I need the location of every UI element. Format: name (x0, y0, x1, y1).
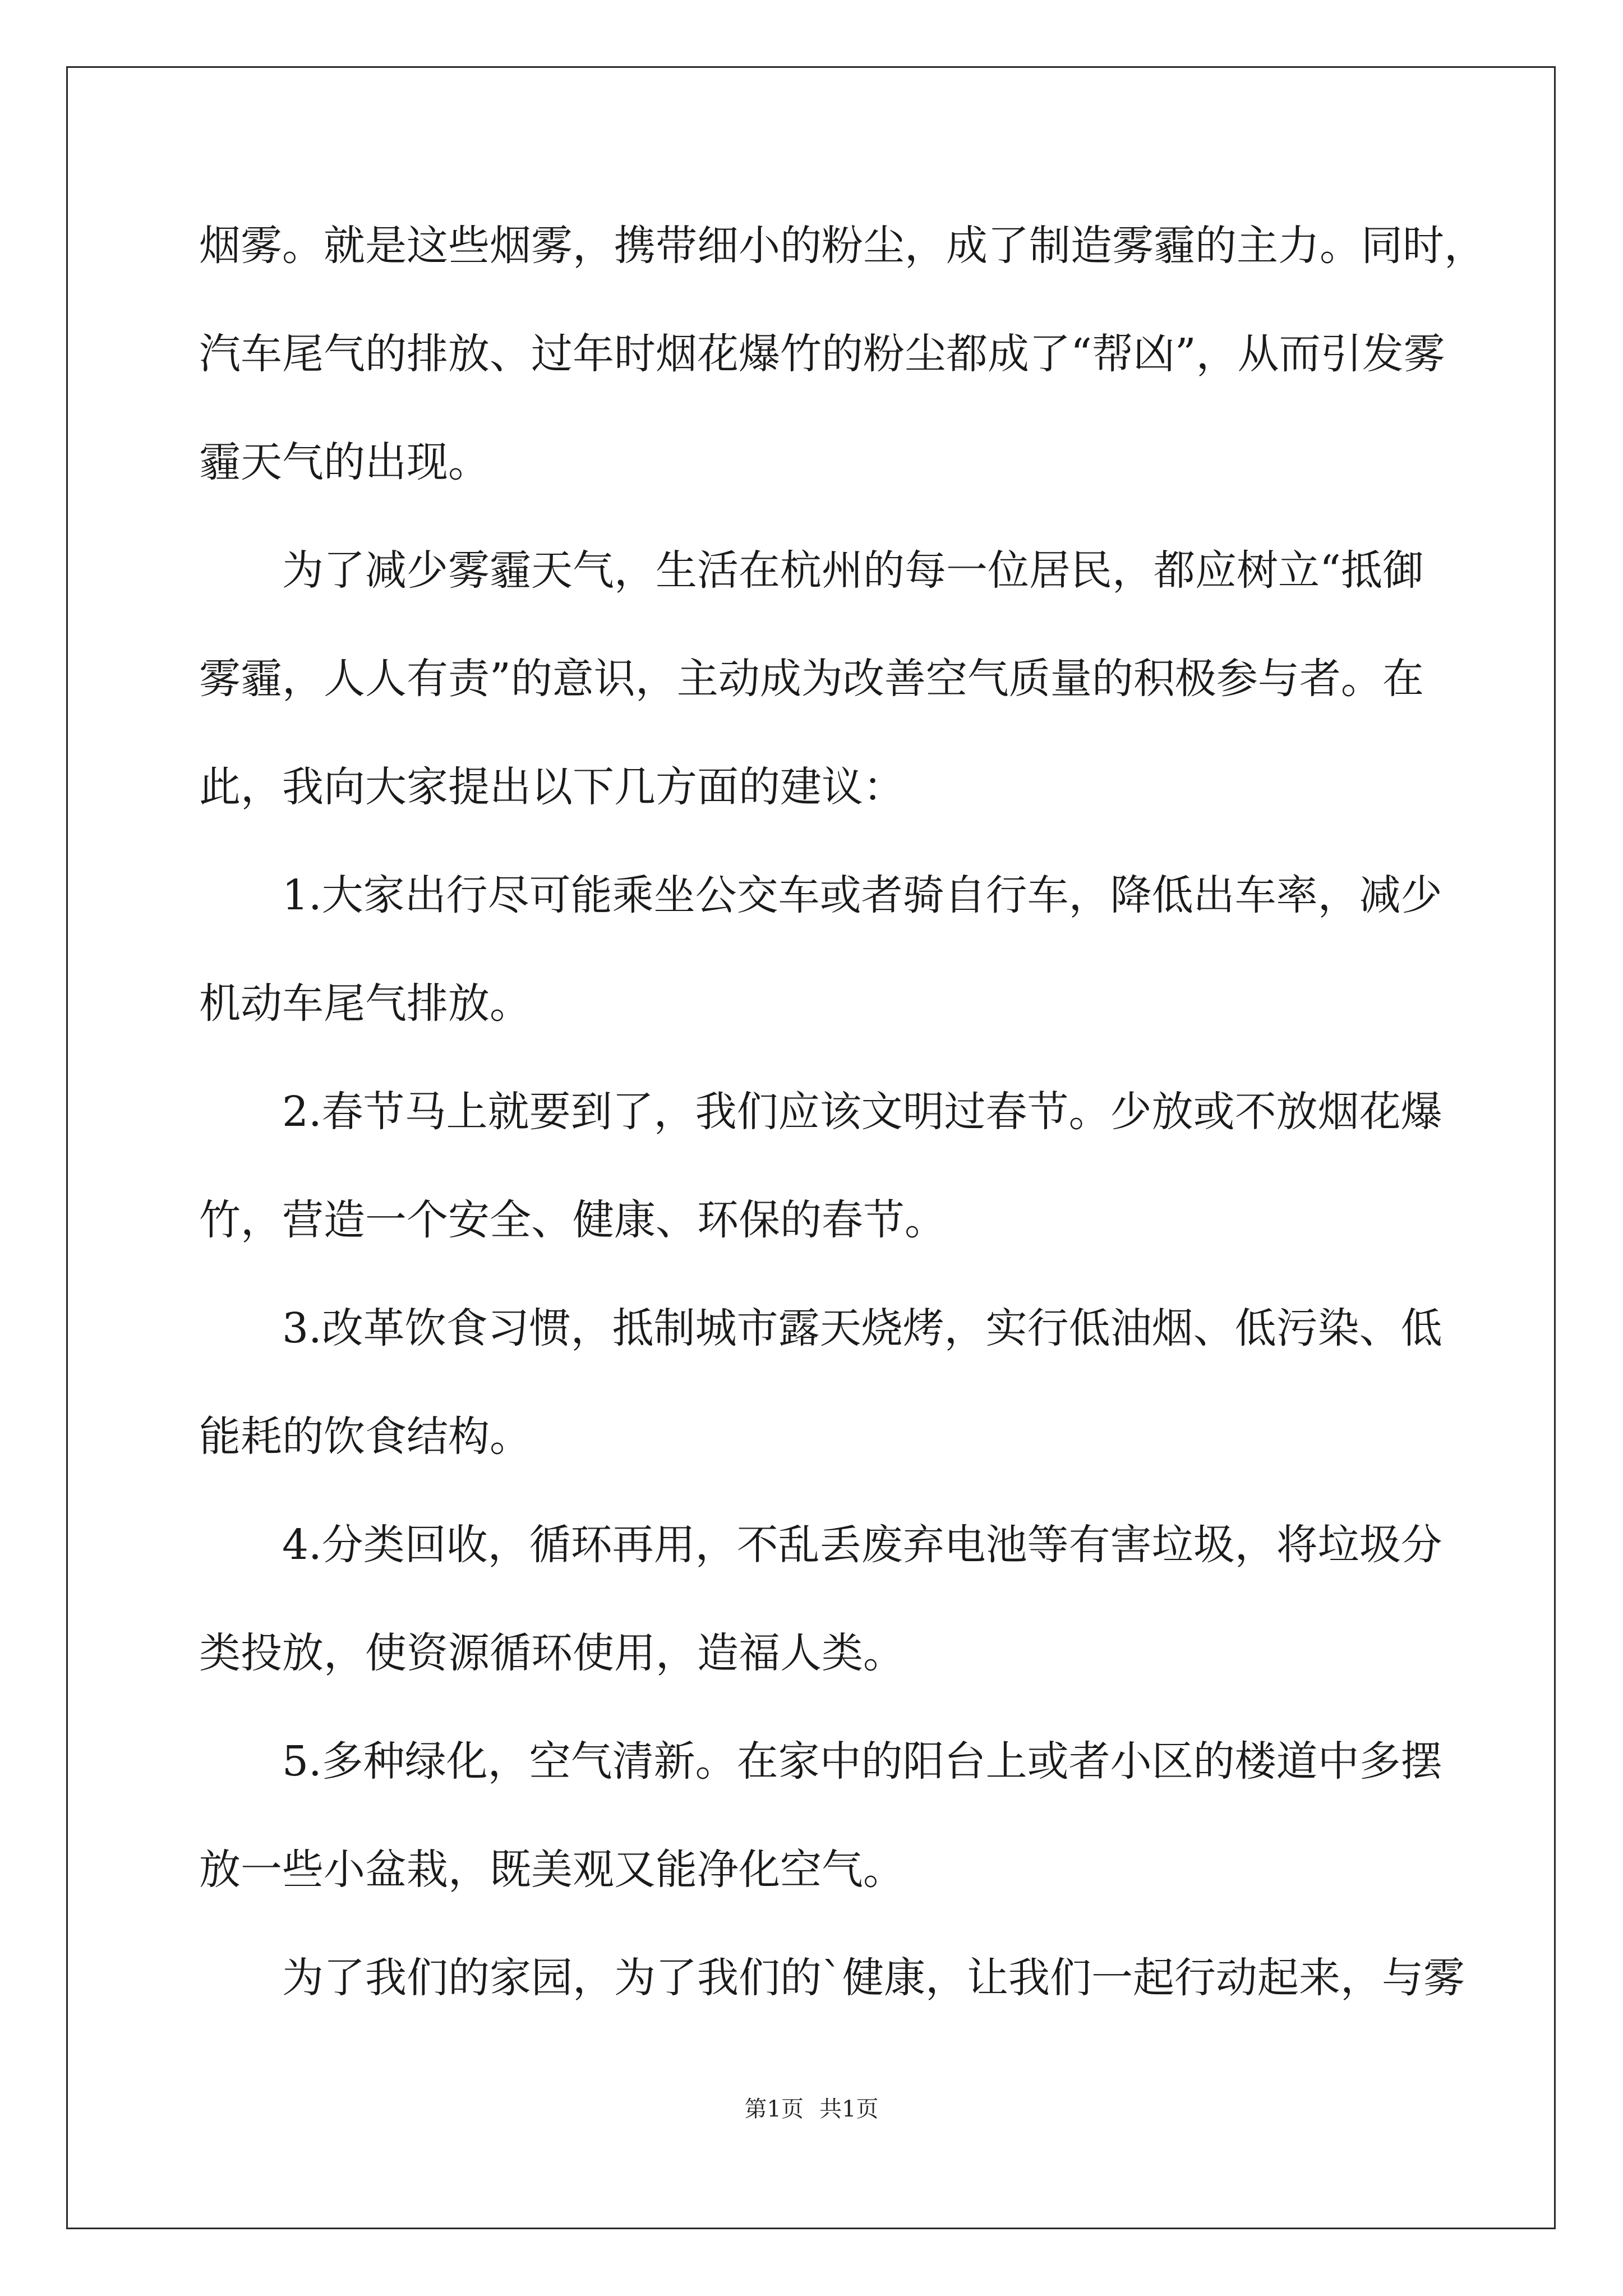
text-line: 机动车尾气排放。 (199, 979, 531, 1028)
text-line: 为了我们的家园，为了我们的`健康，让我们一起行动起来，与雾 (282, 1954, 1465, 2002)
text-line: 2.春节马上就要到了，我们应该文明过春节。少放或不放烟花爆 (282, 1088, 1442, 1136)
text-line: 雾霾，人人有责”的意识，主动成为改善空气质量的积极参与者。在 (199, 655, 1424, 703)
page-footer (0, 2091, 1623, 2123)
page-number: 第1页 (744, 2096, 804, 2122)
text-line: 竹，营造一个安全、健康、环保的春节。 (199, 1196, 946, 1244)
text-line: 汽车尾气的排放、过年时烟花爆竹的粉尘都成了“帮凶”，从而引发雾 (199, 330, 1445, 378)
text-line: 4.分类回收，循环再用，不乱丢废弃电池等有害垃圾，将垃圾分 (282, 1521, 1442, 1569)
document-body (199, 213, 1486, 2054)
text-line: 1.大家出行尽可能乘坐公交车或者骑自行车，降低出车率，减少 (282, 871, 1442, 919)
text-line: 放一些小盆栽，既美观又能净化空气。 (199, 1846, 905, 1894)
text-line: 为了减少雾霾天气，生活在杭州的每一位居民，都应树立“抵御 (282, 546, 1424, 595)
text-line: 霾天气的出现。 (199, 438, 490, 486)
text-line: 此，我向大家提出以下几方面的建议： (199, 763, 905, 811)
text-line: 类投放，使资源循环使用，造福人类。 (199, 1629, 905, 1677)
text-line: 3.改革饮食习惯，抵制城市露天烧烤，实行低油烟、低污染、低 (282, 1304, 1442, 1352)
text-line: 5.多种绿化，空气清新。在家中的阳台上或者小区的楼道中多摆 (282, 1737, 1442, 1786)
text-line: 烟雾。就是这些烟雾，携带细小的粉尘，成了制造雾霾的主力。同时， (199, 222, 1486, 270)
page-total: 共1页 (819, 2096, 879, 2122)
text-line: 能耗的饮食结构。 (199, 1412, 531, 1461)
